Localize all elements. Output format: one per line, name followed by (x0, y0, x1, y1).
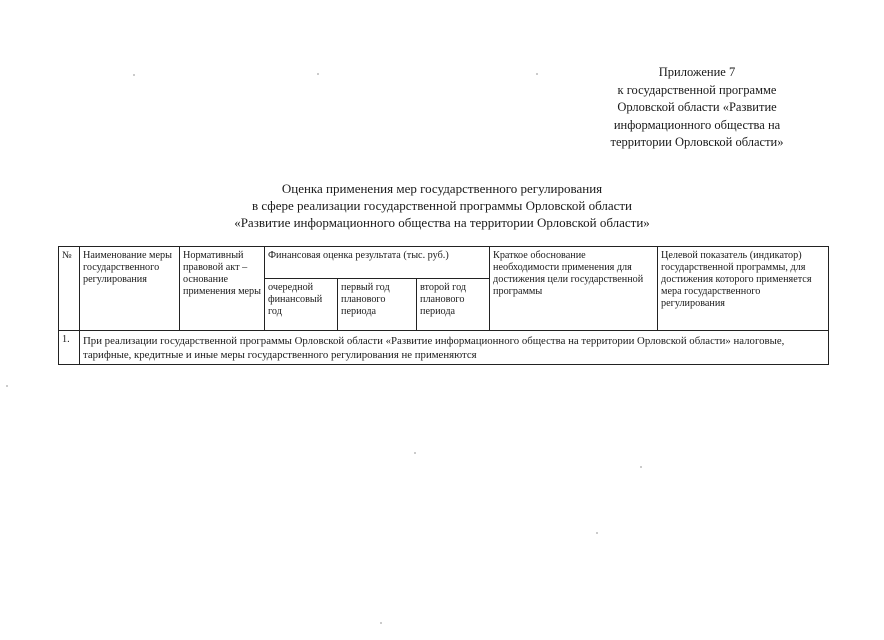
header-first-plan-year: первый год планового периода (338, 279, 417, 331)
scan-speck (380, 622, 382, 624)
table-row (59, 331, 829, 365)
header-measure-name: Наименование меры государственного регулирования (80, 247, 180, 331)
row-text: При реализации государственной программы Орловской области «Развитие информационного общества на территории Орловской области» налоговые, тарифные, кредитные и иные меры государственного регулирования не применяются (80, 331, 829, 365)
scan-speck (133, 74, 135, 76)
appendix-line: Приложение 7 (658, 65, 736, 79)
appendix-line: Орловской области «Развитие (617, 100, 777, 114)
header-current-year: очередной финансовый год (265, 279, 338, 331)
appendix-line: информационного общества на (613, 117, 781, 132)
scan-speck (536, 73, 538, 75)
header-num: № (59, 247, 80, 331)
appendix-block (582, 64, 812, 152)
scan-speck (596, 532, 598, 534)
appendix-line: территории Орловской области» (610, 135, 784, 149)
title-line: «Развитие информационного общества на территории Орловской области» (234, 215, 650, 230)
header-target-indicator: Целевой показатель (индикатор) государственной программы, для достижения которого применяется мера государственного регулирования (658, 247, 829, 331)
table-header-row (59, 247, 829, 279)
header-financial-assessment: Финансовая оценка результата (тыс. руб.) (265, 247, 490, 279)
scan-speck (6, 385, 8, 387)
title-line: в сфере реализации государственной программы Орловской области (251, 198, 633, 213)
header-legal-act: Нормативный правовой акт – основание применения меры (180, 247, 265, 331)
row-num: 1. (59, 331, 80, 365)
scan-speck (317, 73, 319, 75)
header-justification: Краткое обоснование необходимости применения для достижения цели государственной программы (490, 247, 658, 331)
header-second-plan-year: второй год планового периода (417, 279, 490, 331)
title-line: Оценка применения мер государственного регулирования (281, 181, 603, 196)
scan-speck (640, 466, 642, 468)
scan-speck (414, 452, 416, 454)
regulation-measures-table (58, 246, 829, 365)
appendix-line: к государственной программе (617, 82, 777, 97)
document-title (0, 180, 884, 231)
